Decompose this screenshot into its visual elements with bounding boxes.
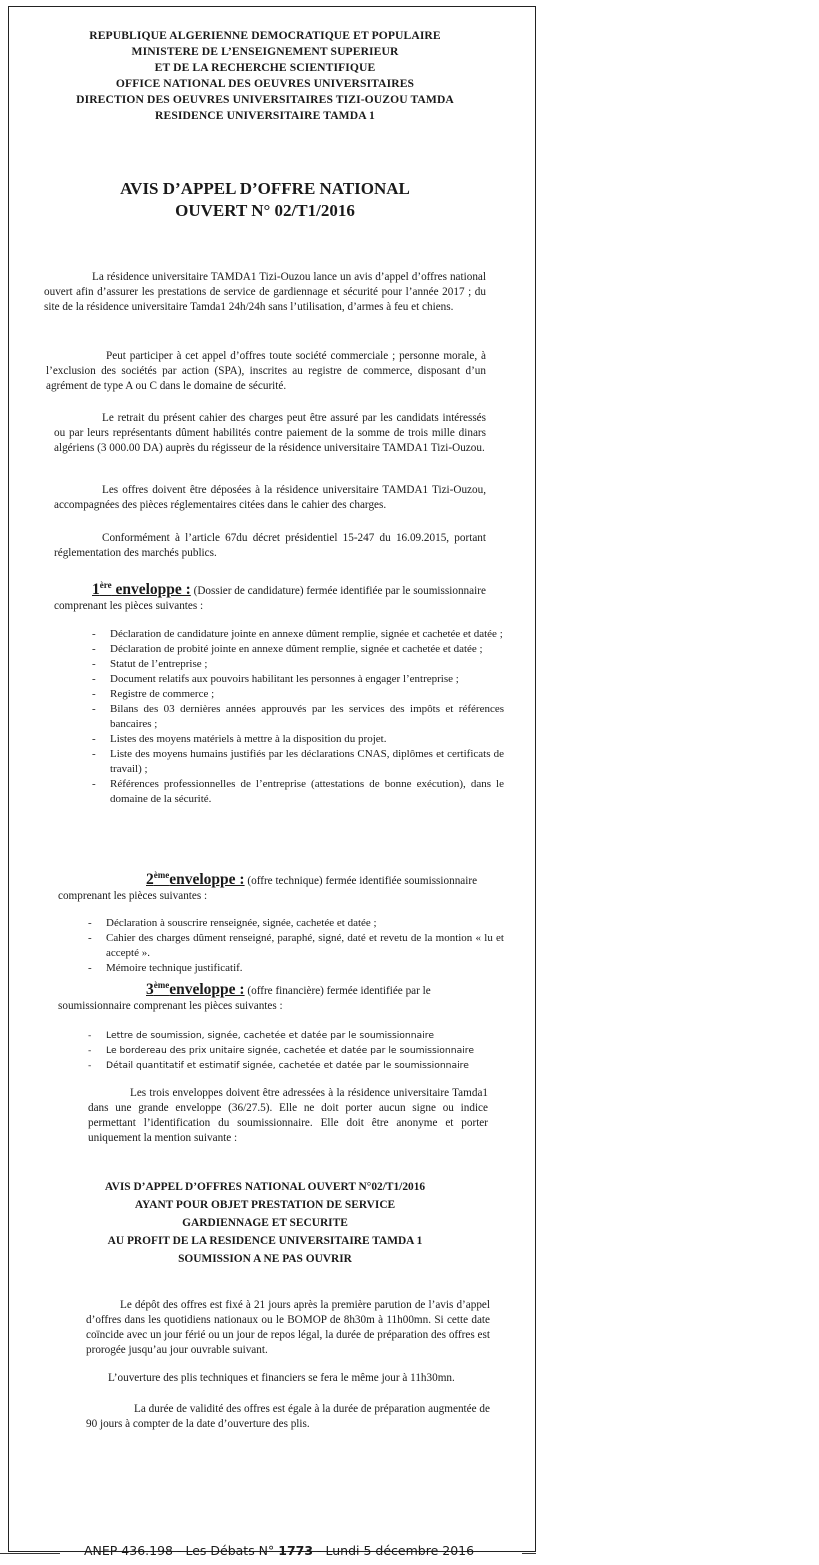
list-item: - Références professionnelles de l’entreprise (attestations de bonne exécution), dans le domaine de la sécurité. xyxy=(92,777,504,807)
notice-title xyxy=(60,178,470,222)
list-item: - Déclaration de probité jointe en annexe dûment remplie, signée et cachetée et datée ; xyxy=(92,642,504,657)
mention-line: SOUMISSION A NE PAS OUVRIR xyxy=(178,1253,352,1265)
list-item: - Statut de l’entreprise ; xyxy=(92,657,504,672)
envelopes-note: Les trois enveloppes doivent être adressées à la résidence universitaire Tamda1 dans une grande enveloppe (36/27.5). Elle ne doit porter aucun signe ou indice permettant l’identification du soumissionnaire. Elle doit être anonyme et porter uniquement la mention suivante : xyxy=(88,1087,488,1144)
mention-line: AU PROFIT DE LA RESIDENCE UNIVERSITAIRE TAMDA 1 xyxy=(107,1235,423,1247)
footer-text: ANEP 436.198 - Les Débats N° 1773 - Lundi 5 décembre 2016 xyxy=(84,1543,475,1558)
opening-paragraph: L’ouverture des plis techniques et financiers se fera le même jour à 11h30mn. xyxy=(108,1372,455,1384)
list-item: - Document relatifs aux pouvoirs habilitant les personnes à engager l’entreprise ; xyxy=(92,672,504,687)
publication-footer xyxy=(0,1543,819,1565)
submission-paragraph: Les offres doivent être déposées à la résidence universitaire TAMDA1 Tizi-Ouzou, accompagnées des pièces réglementaires citées dans le cahier des charges. xyxy=(54,484,486,511)
withdrawal-paragraph: Le retrait du présent cahier des charges peut être assuré par les candidats intéressés ou par leurs représentants dûment habilités contre paiement de la somme de trois mille dinars algériens (3 000.00 DA) auprès du régisseur de la résidence universitaire TAMDA1 Tizi-Ouzou. xyxy=(54,412,486,454)
envelope-2-label: 2èmeenveloppe : xyxy=(146,870,245,889)
envelope-1-list xyxy=(92,627,504,807)
deadline-paragraph: Le dépôt des offres est fixé à 21 jours après la première parution de l’avis d’appel d’offres dans les quotidiens nationaux ou le BOMOP de 8h30m à 11h00mn. Si cette date coïncide avec un jour férié ou un jour de repos légal, la durée de préparation des offres est prorogée jusqu’au jour ouvrable suivant. xyxy=(86,1299,490,1356)
mention-line: GARDIENNAGE ET SECURITE xyxy=(182,1217,348,1229)
issue-number: 1773 xyxy=(278,1543,314,1558)
envelope-1-heading: 1ère enveloppe : (Dossier de candidature) fermée identifiée par le soumissionnaire comprenant les pièces suivantes : xyxy=(54,580,486,613)
footer-rule-left xyxy=(0,1553,60,1554)
mention-line: AYANT POUR OBJET PRESTATION DE SERVICE xyxy=(134,1199,396,1211)
list-item: - Registre de commerce ; xyxy=(92,687,504,702)
envelope-1-label: 1ère enveloppe : xyxy=(92,580,191,599)
header-line: OFFICE NATIONAL DES OEUVRES UNIVERSITAIRES xyxy=(115,77,415,90)
envelope-2-heading: 2èmeenveloppe : (offre technique) fermée identifiée soumissionnaire comprenant les pièces suivantes : xyxy=(58,870,478,903)
list-item: - Bilans des 03 dernières années approuvés par les services des impôts et références bancaires ; xyxy=(92,702,504,732)
list-item: - Lettre de soumission, signée, cachetée et datée par le soumissionnaire xyxy=(88,1028,504,1043)
envelope-3-label: 3èmeenveloppe : xyxy=(146,980,245,999)
list-item: - Déclaration de candidature jointe en annexe dûment remplie, signée et cachetée et datée ; xyxy=(92,627,504,642)
header-line: RESIDENCE UNIVERSITAIRE TAMDA 1 xyxy=(155,109,375,122)
list-item: - Liste des moyens humains justifiés par les déclarations CNAS, diplômes et certificats de travail) ; xyxy=(92,747,504,777)
list-item: - Le bordereau des prix unitaire signée, cachetée et datée par le soumissionnaire xyxy=(88,1043,504,1058)
mention-line: AVIS D’APPEL D’OFFRES NATIONAL OUVERT N°02/T1/2016 xyxy=(104,1181,426,1193)
intro-paragraph: La résidence universitaire TAMDA1 Tizi-Ouzou lance un avis d’appel d’offres national ouvert afin d’assurer les prestations de service de gardiennage et sécurité pour l’année 2017 ; du site de la résidence universitaire Tamda1 24h/24h sans l’utilisation, d’armes à feu et chiens. xyxy=(44,271,486,313)
issuer-header xyxy=(60,28,470,124)
list-item: - Cahier des charges dûment renseigné, paraphé, signé, daté et revetu de la montion « lu et accepté ». xyxy=(88,931,504,961)
footer-rule-right xyxy=(522,1553,536,1554)
validity-paragraph: La durée de validité des offres est égale à la durée de préparation augmentée de 90 jours à compter de la date d’ouverture des plis. xyxy=(86,1403,490,1430)
envelope-2-list xyxy=(88,916,504,976)
list-item: - Détail quantitatif et estimatif signée, cachetée et datée par le soumissionnaire xyxy=(88,1058,504,1073)
list-item: - Listes des moyens matériels à mettre à la disposition du projet. xyxy=(92,732,504,747)
title-line-1: AVIS D’APPEL D’OFFRE NATIONAL xyxy=(120,179,410,198)
envelope-mention xyxy=(60,1178,470,1268)
list-item: - Mémoire technique justificatif. xyxy=(88,961,504,976)
header-line: DIRECTION DES OEUVRES UNIVERSITAIRES TIZI-OUZOU TAMDA xyxy=(76,93,454,106)
envelope-3-list xyxy=(88,1028,504,1073)
header-line: MINISTERE DE L’ENSEIGNEMENT SUPERIEUR xyxy=(131,45,399,58)
title-line-2: OUVERT N° 02/T1/2016 xyxy=(175,201,355,220)
header-line: REPUBLIQUE ALGERIENNE DEMOCRATIQUE ET POPULAIRE xyxy=(89,29,441,42)
list-item: - Déclaration à souscrire renseignée, signée, cachetée et datée ; xyxy=(88,916,504,931)
eligibility-paragraph: Peut participer à cet appel d’offres toute société commerciale ; personne morale, à l’exclusion des sociétés par action (SPA), inscrites au registre de commerce, disposant d’un agrément de type A ou C dans le domaine de sécurité. xyxy=(46,350,486,392)
regulation-paragraph: Conformément à l’article 67du décret présidentiel 15-247 du 16.09.2015, portant réglementation des marchés publics. xyxy=(54,532,486,559)
envelope-3-heading: 3èmeenveloppe : (offre financière) fermée identifiée par le soumissionnaire comprenant les pièces suivantes : xyxy=(58,980,431,1013)
header-line: ET DE LA RECHERCHE SCIENTIFIQUE xyxy=(154,61,376,74)
